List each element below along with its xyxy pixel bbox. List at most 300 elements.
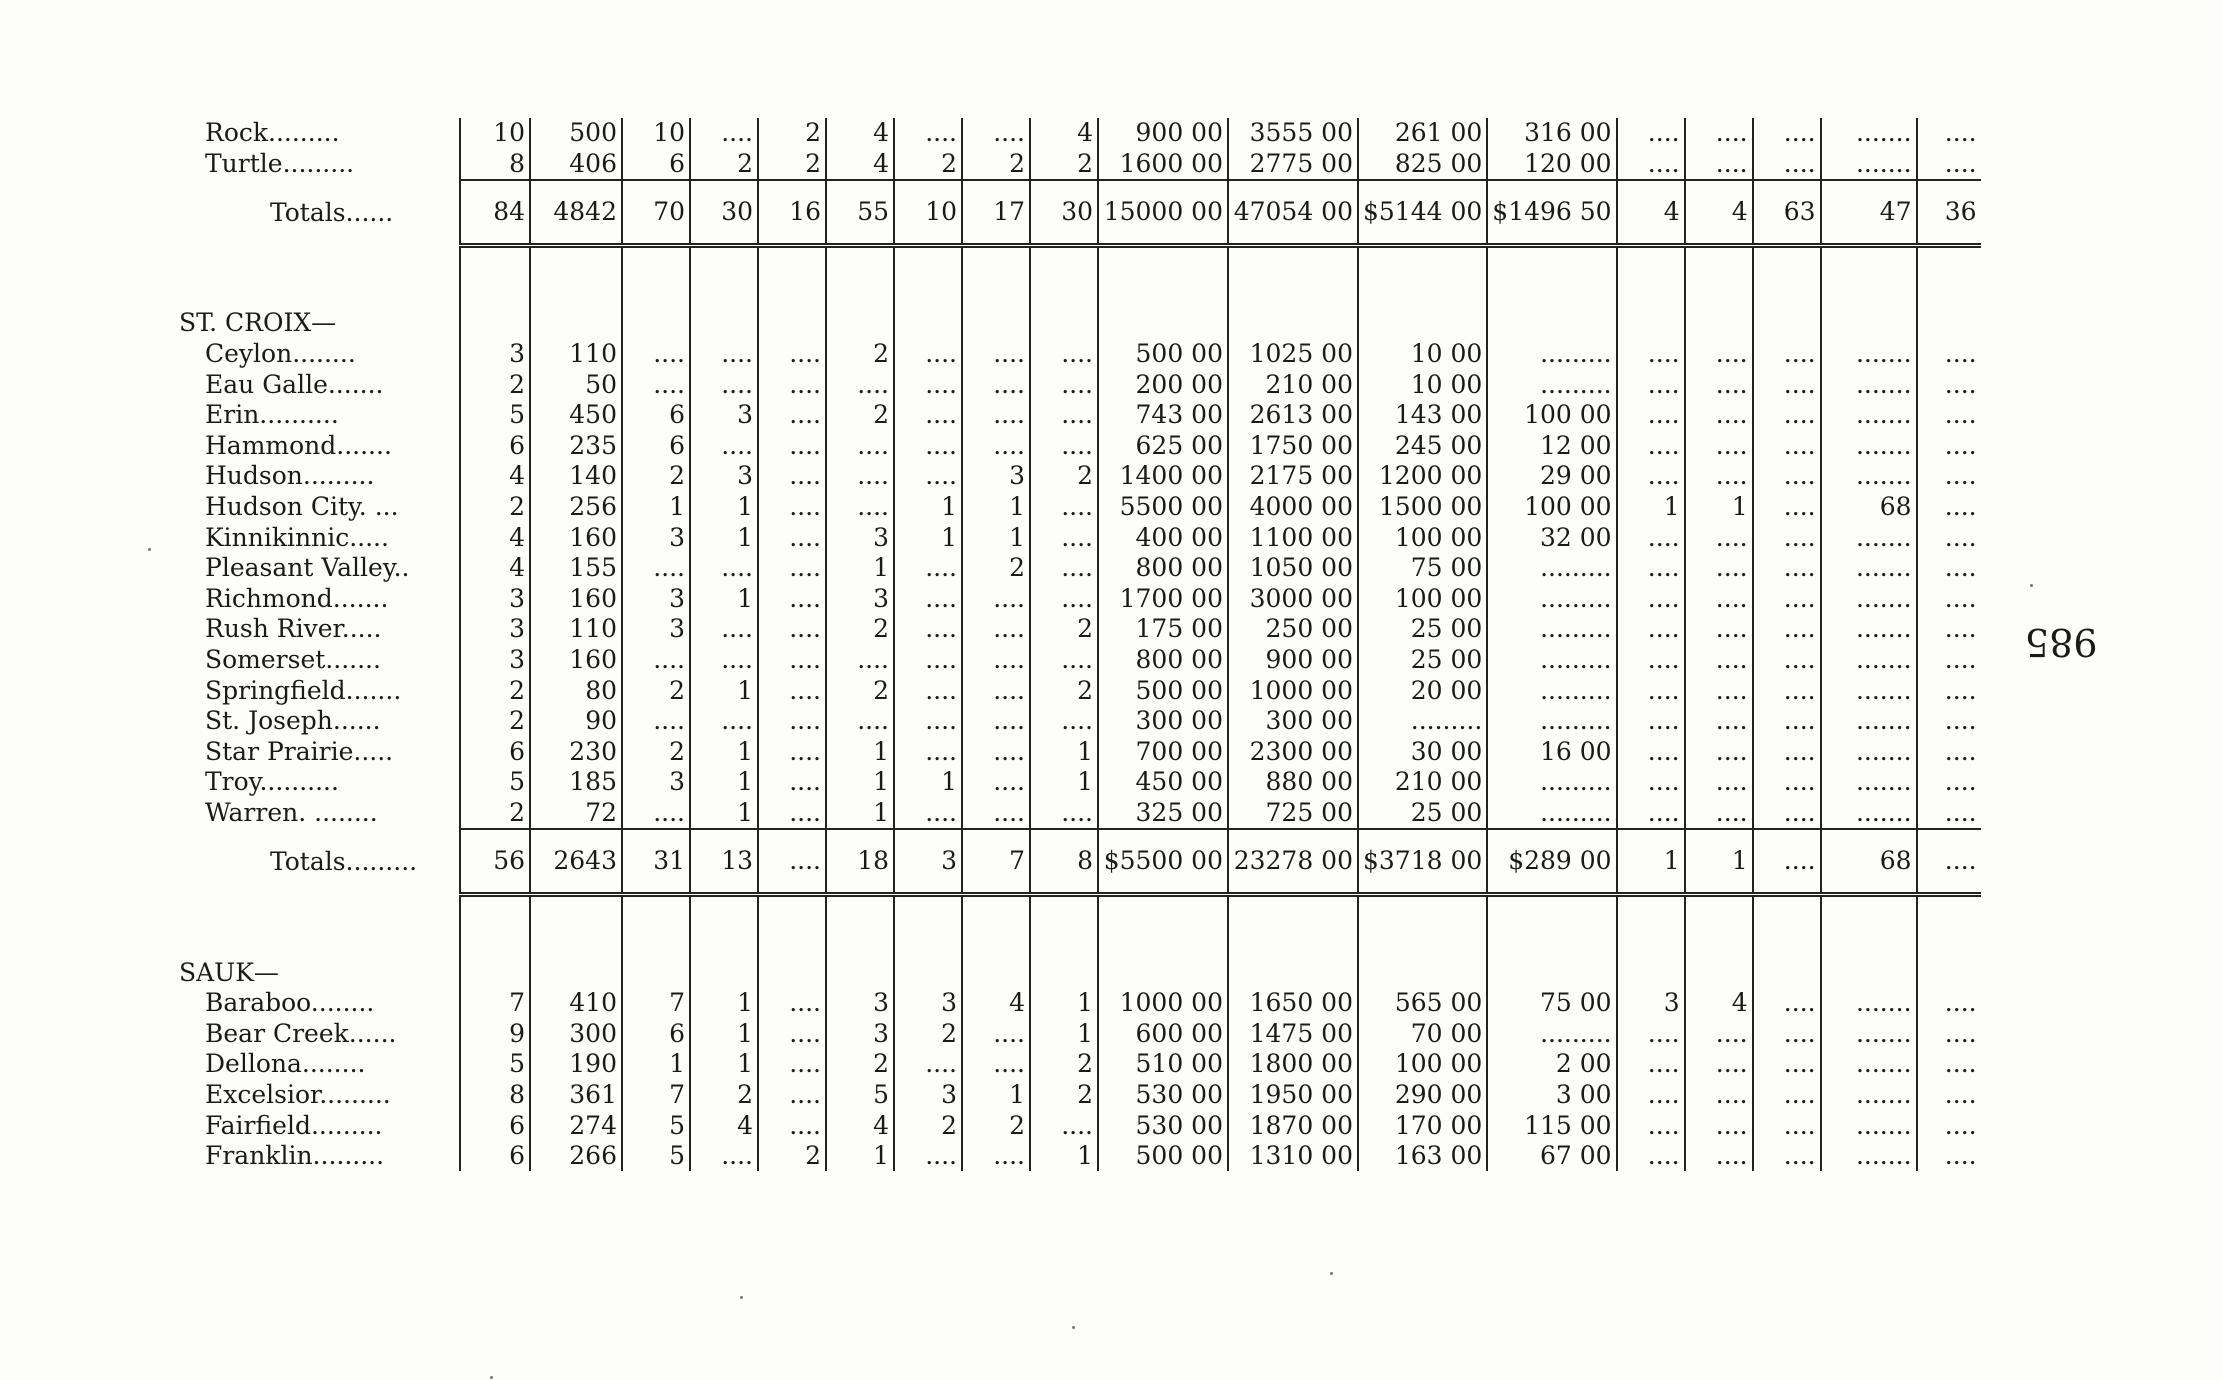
section-heading-row	[175, 308, 1981, 339]
spacer-row	[175, 895, 1981, 928]
table-cell: ....	[690, 339, 758, 370]
table-cell: 1	[690, 675, 758, 706]
totals-row	[175, 829, 1981, 895]
table-cell: ....	[1685, 1141, 1753, 1172]
table-cell: 7	[460, 988, 530, 1019]
row-label: Dellona........	[205, 1049, 366, 1079]
table-cell: 47054 00	[1228, 180, 1358, 246]
table-cell: ....	[894, 737, 962, 768]
table-cell: ....	[1685, 1049, 1753, 1080]
table-cell: 1	[690, 798, 758, 830]
table-cell: 68	[1821, 492, 1917, 523]
table-cell: 3	[460, 645, 530, 676]
table-row	[175, 1141, 1981, 1172]
table-cell: .......	[1821, 614, 1917, 645]
table-cell: .......	[1821, 737, 1917, 768]
table-cell: ....	[894, 431, 962, 462]
table-cell: ....	[894, 553, 962, 584]
table-cell: 2	[894, 1110, 962, 1141]
table-cell: ....	[1030, 798, 1098, 830]
table-cell: 2	[758, 1141, 826, 1172]
table-cell: ....	[1685, 584, 1753, 615]
table-cell: ....	[1753, 829, 1821, 895]
table-cell: ....	[1917, 1018, 1981, 1049]
table-cell: .......	[1821, 400, 1917, 431]
table-row	[175, 584, 1981, 615]
table-cell: ....	[1753, 584, 1821, 615]
totals-row	[175, 180, 1981, 246]
table-cell: 230	[530, 737, 622, 768]
table-cell: ....	[758, 553, 826, 584]
table-cell: ....	[1685, 431, 1753, 462]
table-cell: 3555 00	[1228, 118, 1358, 149]
row-label: Hudson City. ...	[205, 492, 399, 522]
table-cell: ....	[1753, 645, 1821, 676]
table-cell: .......	[1821, 339, 1917, 370]
table-cell: 2	[1030, 675, 1098, 706]
table-cell: 31	[622, 829, 690, 895]
row-label	[175, 927, 460, 957]
table-cell: ....	[1753, 675, 1821, 706]
table-cell: 1	[690, 988, 758, 1019]
table-cell: 1100 00	[1228, 522, 1358, 553]
table-cell: 3	[826, 522, 894, 553]
ledger-body	[175, 118, 1981, 1171]
table-cell: 300	[530, 1018, 622, 1049]
table-cell: 160	[530, 522, 622, 553]
table-cell: 1	[826, 767, 894, 798]
table-cell: 565 00	[1358, 988, 1487, 1019]
table-cell: 2	[460, 492, 530, 523]
row-label: Fairfield.........	[205, 1110, 383, 1140]
table-cell: 1800 00	[1228, 1049, 1358, 1080]
table-cell: 6	[622, 149, 690, 181]
table-cell: .........	[1487, 369, 1616, 400]
table-cell: 2	[826, 675, 894, 706]
table-cell: 500	[530, 118, 622, 149]
table-cell: 32 00	[1487, 522, 1616, 553]
table-cell: ....	[690, 1141, 758, 1172]
table-cell: 3	[690, 400, 758, 431]
table-cell: 100 00	[1358, 584, 1487, 615]
table-cell: ....	[894, 614, 962, 645]
row-label: Rush River.....	[205, 614, 382, 644]
table-cell: ....	[1917, 645, 1981, 676]
table-cell: 3	[826, 584, 894, 615]
table-cell: 36	[1917, 180, 1981, 246]
table-cell: .........	[1487, 339, 1616, 370]
table-cell: 450	[530, 400, 622, 431]
table-row	[175, 461, 1981, 492]
table-cell: ....	[1685, 706, 1753, 737]
table-cell: 2	[894, 1018, 962, 1049]
table-cell: ....	[1917, 461, 1981, 492]
table-cell: ....	[826, 369, 894, 400]
table-cell: ....	[894, 118, 962, 149]
table-cell: ....	[1917, 553, 1981, 584]
table-cell: ....	[1917, 1080, 1981, 1111]
table-cell: 1	[1685, 829, 1753, 895]
table-cell: 4842	[530, 180, 622, 246]
table-cell: 12 00	[1487, 431, 1616, 462]
table-row	[175, 767, 1981, 798]
table-cell: ....	[1917, 584, 1981, 615]
table-cell: 75 00	[1358, 553, 1487, 584]
table-cell: 4	[826, 118, 894, 149]
table-cell: .......	[1821, 1018, 1917, 1049]
table-cell: 6	[622, 431, 690, 462]
table-cell: ....	[758, 369, 826, 400]
table-cell: ....	[622, 645, 690, 676]
table-cell: 316 00	[1487, 118, 1616, 149]
table-cell: 3	[894, 988, 962, 1019]
table-cell: 266	[530, 1141, 622, 1172]
table-cell: ....	[962, 339, 1030, 370]
table-cell: ....	[1917, 614, 1981, 645]
table-cell: .......	[1821, 1080, 1917, 1111]
table-cell: ....	[1753, 400, 1821, 431]
table-cell: 2	[460, 369, 530, 400]
table-cell: 2	[622, 675, 690, 706]
table-cell: 1400 00	[1098, 461, 1228, 492]
table-cell: ....	[894, 461, 962, 492]
table-cell: 17	[962, 180, 1030, 246]
table-cell: 8	[1030, 829, 1098, 895]
spacer-row	[175, 278, 1981, 308]
table-cell: ....	[962, 1018, 1030, 1049]
table-cell: 1	[826, 798, 894, 830]
row-label	[175, 895, 460, 928]
table-cell: ....	[1617, 553, 1685, 584]
table-cell: ....	[1917, 798, 1981, 830]
table-cell: ....	[758, 645, 826, 676]
row-label: Springfield.......	[205, 675, 402, 705]
table-cell: 10	[622, 118, 690, 149]
table-cell: 47	[1821, 180, 1917, 246]
table-cell: ....	[826, 431, 894, 462]
table-cell: .......	[1821, 431, 1917, 462]
table-cell: 2	[622, 737, 690, 768]
table-cell: 160	[530, 584, 622, 615]
table-cell: ....	[894, 369, 962, 400]
table-cell: ....	[1617, 461, 1685, 492]
table-cell: ....	[1617, 614, 1685, 645]
row-label	[175, 246, 460, 279]
table-cell: ....	[1753, 767, 1821, 798]
table-cell: 2	[1030, 1049, 1098, 1080]
table-cell: 1	[1030, 767, 1098, 798]
table-cell: ....	[622, 706, 690, 737]
table-cell: 5	[826, 1080, 894, 1111]
table-cell: 500 00	[1098, 1141, 1228, 1172]
table-row	[175, 522, 1981, 553]
table-cell: 410	[530, 988, 622, 1019]
table-cell: 1	[622, 492, 690, 523]
table-cell: 3	[894, 829, 962, 895]
table-cell: ....	[1685, 675, 1753, 706]
table-cell: 2	[826, 339, 894, 370]
table-row	[175, 1110, 1981, 1141]
table-cell: ....	[1617, 369, 1685, 400]
row-label: Eau Galle.......	[205, 369, 384, 399]
table-cell: 3	[894, 1080, 962, 1111]
table-cell: ....	[1030, 522, 1098, 553]
table-cell: 2	[826, 1049, 894, 1080]
row-label: Pleasant Valley..	[205, 553, 410, 583]
row-label: Excelsior.........	[205, 1079, 391, 1109]
row-label: Hudson.........	[205, 461, 375, 491]
table-cell: ....	[1753, 553, 1821, 584]
table-cell: 155	[530, 553, 622, 584]
table-cell: .........	[1487, 614, 1616, 645]
table-cell: ....	[1753, 492, 1821, 523]
table-cell: 5	[460, 400, 530, 431]
table-cell: ....	[1753, 1049, 1821, 1080]
table-cell: ....	[962, 431, 1030, 462]
table-cell: .......	[1821, 461, 1917, 492]
table-cell: ....	[758, 675, 826, 706]
table-cell: ....	[1753, 461, 1821, 492]
table-cell: $1496 50	[1487, 180, 1616, 246]
table-cell: ....	[758, 798, 826, 830]
table-cell: .........	[1487, 645, 1616, 676]
table-cell: 2	[758, 118, 826, 149]
table-cell: ....	[1617, 1049, 1685, 1080]
table-cell: 1	[622, 1049, 690, 1080]
table-cell: ....	[1030, 400, 1098, 431]
table-cell: 600 00	[1098, 1018, 1228, 1049]
table-cell: ....	[758, 737, 826, 768]
table-cell: ....	[1685, 1110, 1753, 1141]
table-cell: ....	[758, 614, 826, 645]
table-cell: ....	[1030, 706, 1098, 737]
table-cell: ....	[1685, 461, 1753, 492]
table-cell: ....	[1685, 553, 1753, 584]
table-cell: 10	[894, 180, 962, 246]
table-cell: ....	[1753, 149, 1821, 181]
table-cell: .......	[1821, 584, 1917, 615]
table-cell: .......	[1821, 675, 1917, 706]
table-cell: ....	[1617, 339, 1685, 370]
table-row	[175, 706, 1981, 737]
table-cell: 100 00	[1358, 1049, 1487, 1080]
table-cell: 1	[1030, 737, 1098, 768]
table-cell: 67 00	[1487, 1141, 1616, 1172]
table-cell: 743 00	[1098, 400, 1228, 431]
table-cell: ....	[1685, 614, 1753, 645]
table-cell: 1475 00	[1228, 1018, 1358, 1049]
table-row	[175, 118, 1981, 149]
table-cell: 300 00	[1228, 706, 1358, 737]
table-cell: ....	[1685, 149, 1753, 181]
table-cell: ....	[622, 798, 690, 830]
table-cell: 530 00	[1098, 1080, 1228, 1111]
table-cell: 70	[622, 180, 690, 246]
table-cell: ....	[1617, 149, 1685, 181]
table-cell: .......	[1821, 522, 1917, 553]
table-cell: 100 00	[1487, 400, 1616, 431]
table-cell: 300 00	[1098, 706, 1228, 737]
row-label: St. Joseph......	[205, 706, 381, 736]
table-cell: ....	[1753, 1080, 1821, 1111]
table-cell: 4	[460, 461, 530, 492]
table-cell: 500 00	[1098, 339, 1228, 370]
table-cell: 8	[460, 1080, 530, 1111]
table-cell: .......	[1821, 798, 1917, 830]
table-cell: .........	[1358, 706, 1487, 737]
table-cell: 70 00	[1358, 1018, 1487, 1049]
table-cell: ....	[758, 461, 826, 492]
table-cell: 185	[530, 767, 622, 798]
table-cell: 400 00	[1098, 522, 1228, 553]
row-label: Baraboo........	[205, 988, 375, 1018]
table-cell: .........	[1487, 675, 1616, 706]
table-cell: 406	[530, 149, 622, 181]
table-cell: 1310 00	[1228, 1141, 1358, 1172]
table-cell: 4	[690, 1110, 758, 1141]
table-cell: 7	[962, 829, 1030, 895]
table-cell: ....	[1685, 118, 1753, 149]
table-cell: ....	[1753, 706, 1821, 737]
table-cell: 4	[460, 522, 530, 553]
table-cell: ....	[758, 1110, 826, 1141]
table-cell: ....	[1030, 584, 1098, 615]
table-cell: 510 00	[1098, 1049, 1228, 1080]
table-cell: 15000 00	[1098, 180, 1228, 246]
table-cell: 75 00	[1487, 988, 1616, 1019]
table-cell: ....	[1753, 1110, 1821, 1141]
table-cell: 1	[1030, 988, 1098, 1019]
table-row	[175, 553, 1981, 584]
table-cell: ....	[1617, 400, 1685, 431]
table-cell: 25 00	[1358, 798, 1487, 830]
row-label: Ceylon........	[205, 339, 356, 369]
table-cell: 2	[690, 149, 758, 181]
table-cell: ....	[690, 118, 758, 149]
table-cell: ....	[1917, 737, 1981, 768]
table-cell: 1700 00	[1098, 584, 1228, 615]
table-cell: 3	[962, 461, 1030, 492]
table-row	[175, 431, 1981, 462]
table-cell: ....	[1917, 522, 1981, 553]
table-cell: 4	[1685, 988, 1753, 1019]
table-cell: .......	[1821, 767, 1917, 798]
page-number: 985	[2025, 620, 2098, 664]
table-cell: 1	[1685, 492, 1753, 523]
table-cell: ....	[1753, 431, 1821, 462]
table-cell: ....	[690, 369, 758, 400]
table-cell: 2	[1030, 1080, 1098, 1111]
row-label: Richmond.......	[205, 583, 389, 613]
table-cell: ....	[962, 584, 1030, 615]
table-cell: 625 00	[1098, 431, 1228, 462]
table-cell: 170 00	[1358, 1110, 1487, 1141]
table-cell: ....	[1685, 522, 1753, 553]
table-cell: 30	[1030, 180, 1098, 246]
row-label: Hammond.......	[205, 430, 392, 460]
table-cell: 163 00	[1358, 1141, 1487, 1172]
table-cell: .........	[1487, 767, 1616, 798]
table-cell: 2	[894, 149, 962, 181]
table-cell: 7	[622, 988, 690, 1019]
table-cell: 6	[460, 1141, 530, 1172]
table-cell: ....	[758, 492, 826, 523]
table-cell: 1200 00	[1358, 461, 1487, 492]
table-cell: 3	[690, 461, 758, 492]
table-cell: ....	[894, 706, 962, 737]
table-cell: ....	[758, 400, 826, 431]
table-cell: ....	[894, 798, 962, 830]
table-cell: 250 00	[1228, 614, 1358, 645]
table-cell: ....	[1753, 1018, 1821, 1049]
table-cell: 1	[1617, 829, 1685, 895]
table-cell: 274	[530, 1110, 622, 1141]
table-cell: 63	[1753, 180, 1821, 246]
table-cell: 5	[460, 767, 530, 798]
table-cell: 5	[622, 1141, 690, 1172]
table-cell: 1	[826, 1141, 894, 1172]
table-cell: 1	[962, 1080, 1030, 1111]
table-cell: ....	[1917, 369, 1981, 400]
section-heading: SAUK—	[179, 957, 279, 987]
table-cell: 80	[530, 675, 622, 706]
table-cell: 325 00	[1098, 798, 1228, 830]
table-cell: 1650 00	[1228, 988, 1358, 1019]
table-cell: 25 00	[1358, 645, 1487, 676]
table-cell: 29 00	[1487, 461, 1616, 492]
table-cell: 2	[758, 149, 826, 181]
table-cell: 1	[826, 737, 894, 768]
row-label: Kinnikinnic.....	[205, 522, 389, 552]
row-label: Totals......	[270, 197, 394, 227]
table-cell: ....	[1617, 1080, 1685, 1111]
table-cell: 1	[1617, 492, 1685, 523]
table-cell: 1500 00	[1358, 492, 1487, 523]
table-cell: ....	[962, 369, 1030, 400]
table-cell: 100 00	[1487, 492, 1616, 523]
table-cell: ....	[1753, 614, 1821, 645]
table-cell: ....	[1030, 492, 1098, 523]
table-row	[175, 369, 1981, 400]
table-cell: 2775 00	[1228, 149, 1358, 181]
table-row	[175, 798, 1981, 830]
table-cell: ....	[1917, 492, 1981, 523]
table-cell: ....	[962, 675, 1030, 706]
table-cell: ....	[758, 1018, 826, 1049]
table-cell: ....	[894, 1141, 962, 1172]
table-cell: ....	[1030, 1110, 1098, 1141]
table-cell: 2	[460, 675, 530, 706]
table-cell: ....	[962, 400, 1030, 431]
row-label: Bear Creek......	[205, 1018, 397, 1048]
table-cell: 2	[460, 798, 530, 830]
table-cell: 1025 00	[1228, 339, 1358, 370]
table-cell: 235	[530, 431, 622, 462]
table-cell: ....	[1617, 522, 1685, 553]
table-cell: 361	[530, 1080, 622, 1111]
table-cell: $3718 00	[1358, 829, 1487, 895]
table-cell: ....	[962, 706, 1030, 737]
table-row	[175, 1049, 1981, 1080]
table-cell: 10	[460, 118, 530, 149]
table-cell: .......	[1821, 369, 1917, 400]
table-cell: 16 00	[1487, 737, 1616, 768]
table-cell: 1	[894, 522, 962, 553]
table-cell: 110	[530, 339, 622, 370]
table-cell: ....	[962, 118, 1030, 149]
table-cell: 245 00	[1358, 431, 1487, 462]
table-cell: ....	[758, 829, 826, 895]
